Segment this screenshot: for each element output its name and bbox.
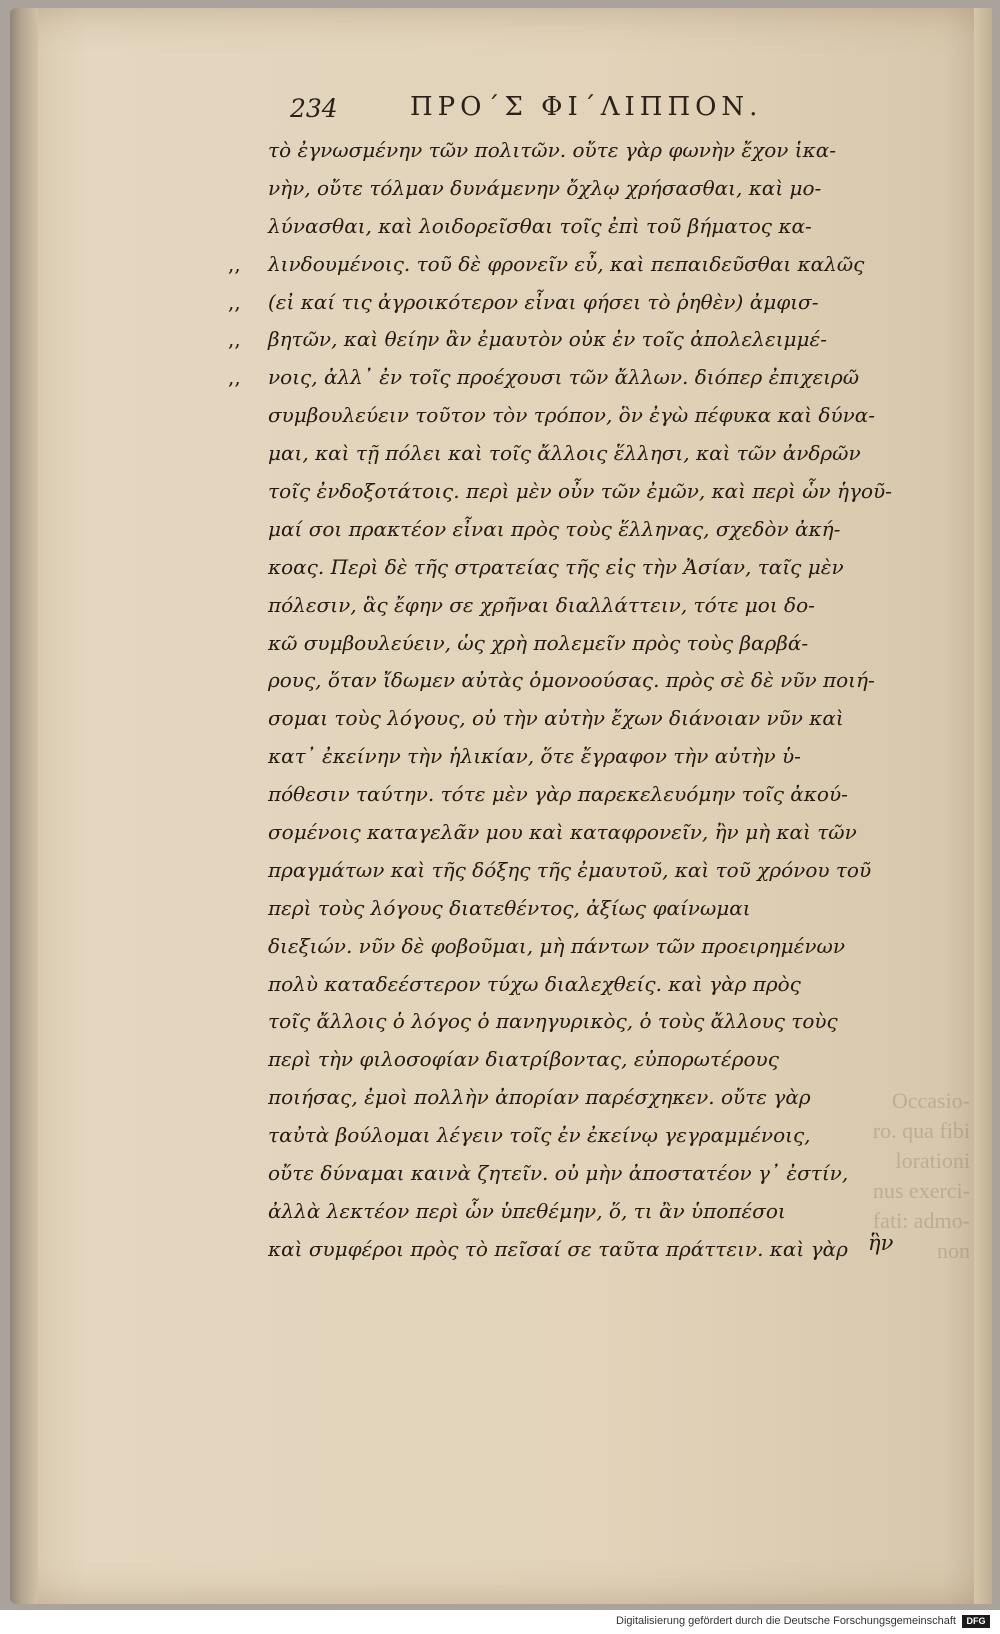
line-text: διεξιών. νῦν δὲ φοβοῦμαι, μὴ πάντων τῶν προειρημένων <box>268 933 846 958</box>
line-text: μαι, καὶ τῇ πόλει καὶ τοῖς ἄλλοις ἕλλησι, καὶ τῶν ἀνδρῶν <box>268 441 861 466</box>
text-line <box>228 321 928 359</box>
gnomic-quote-mark: ,, <box>228 327 241 352</box>
catchword: ἣν <box>868 1231 894 1255</box>
funding-note: Digitalisierung gefördert durch die Deutsche Forschungsgemeinschaft <box>616 1615 956 1627</box>
text-line <box>268 549 928 587</box>
line-text: (εἰ καί τις ἀγροικότερον εἶναι φήσει τὸ ῥηθὲν) ἀμφισ- <box>268 289 819 314</box>
line-text: νοις, ἀλλ᾽ ἐν τοῖς προέχουσι τῶν ἄλλων. διόπερ ἐπιχειρῶ <box>268 365 860 390</box>
greek-text-block <box>228 132 928 1269</box>
text-line <box>268 1041 928 1079</box>
text-line <box>268 587 928 625</box>
page-number: 234 <box>290 94 338 123</box>
text-line <box>268 435 928 473</box>
text-line <box>268 700 928 738</box>
line-text: τοῖς ἐνδοξοτάτοις. περὶ μὲν οὖν τῶν ἐμῶν, καὶ περὶ ὧν ἡγοῦ- <box>268 479 892 504</box>
line-text: ποιήσας, ἐμοὶ πολλὴν ἀπορίαν παρέσχηκεν. οὔτε γὰρ <box>268 1085 811 1110</box>
line-text: σομαι τοὺς λόγους, οὐ τὴν αὐτὴν ἔχων διάνοιαν νῦν καὶ <box>268 706 844 731</box>
text-line <box>268 966 928 1004</box>
line-text: κοας. Περὶ δὲ τῆς στρατείας τῆς εἰς τὴν Ἀσίαν, ταῖς μὲν <box>268 554 844 579</box>
line-text: μαί σοι πρακτέον εἶναι πρὸς τοὺς ἕλληνας, σχεδὸν ἀκή- <box>268 516 841 541</box>
text-line <box>268 511 928 549</box>
text-line <box>268 170 928 208</box>
line-text: καὶ συμφέροι πρὸς τὸ πεῖσαί σε ταῦτα πράττειν. καὶ γὰρ <box>268 1236 848 1261</box>
line-text: πραγμάτων καὶ τῆς δόξης τῆς ἐμαυτοῦ, καὶ τοῦ χρόνου τοῦ <box>268 857 872 882</box>
text-line <box>268 1231 928 1269</box>
line-text: συμβουλεύειν τοῦτον τὸν τρόπον, ὃν ἐγὼ πέφυκα καὶ δύνα- <box>268 403 876 428</box>
text-line <box>268 473 928 511</box>
text-line <box>268 852 928 890</box>
running-title: ΠΡΟ΄Σ ΦΙ΄ΛΙΠΠΟΝ. <box>410 92 763 122</box>
line-text: πολὺ καταδεέστερον τύχω διαλεχθείς. καὶ γὰρ πρὸς <box>268 971 801 996</box>
line-text: σομένοις καταγελᾶν μου καὶ καταφρονεῖν, ἢν μὴ καὶ τῶν <box>268 820 857 845</box>
text-line <box>268 1079 928 1117</box>
page-fore-edge <box>974 8 992 1604</box>
line-text: βητῶν, καὶ θείην ἂν ἐμαυτὸν οὐκ ἐν τοῖς ἀπολελειμμέ- <box>268 327 828 352</box>
text-line <box>268 738 928 776</box>
paper-leaf <box>10 8 992 1604</box>
line-text: νὴν, οὔτε τόλμαν δυνάμενην ὄχλῳ χρήσασθαι, καὶ μο- <box>268 175 822 200</box>
text-line <box>228 359 928 397</box>
line-text: κῶ συμβουλεύειν, ὡς χρὴ πολεμεῖν πρὸς τοὺς βαρβά- <box>268 630 809 655</box>
dfg-logo-icon: DFG <box>962 1615 990 1628</box>
bleed-through-marginalia: Occasio- ro. qua fibi lorationi nus exerci- fati: admo- non <box>872 1088 970 1263</box>
text-line <box>228 284 928 322</box>
text-line <box>268 928 928 966</box>
text-line <box>268 1003 928 1041</box>
gnomic-quote-mark: ,, <box>228 365 241 390</box>
line-text: τὸ ἐγνωσμένην τῶν πολιτῶν. οὔτε γὰρ φωνὴν ἔχον ἱκα- <box>268 138 837 162</box>
text-line <box>268 776 928 814</box>
text-line <box>268 1155 928 1193</box>
text-line <box>268 1117 928 1155</box>
line-text: πόθεσιν ταύτην. τότε μὲν γὰρ παρεκελευόμην τοῖς ἀκού- <box>268 782 848 807</box>
page-header <box>290 92 810 132</box>
line-text: κατ᾽ ἐκείνην τὴν ἡλικίαν, ὅτε ἔγραφον τὴν αὐτὴν ὑ- <box>268 744 801 769</box>
line-text: ρους, ὅταν ἴδωμεν αὐτὰς ὁμονοούσας. πρὸς σὲ δὲ νῦν ποιή- <box>268 668 875 693</box>
text-line <box>268 208 928 246</box>
line-text: ταὐτὰ βούλομαι λέγειν τοῖς ἐν ἐκείνῳ γεγραμμένοις, <box>268 1123 811 1148</box>
line-text: περὶ τὴν φιλοσοφίαν διατρίβοντας, εὐπορωτέρους <box>268 1047 779 1072</box>
text-line <box>268 625 928 663</box>
text-line <box>228 246 928 284</box>
book-spine-edge <box>10 8 38 1604</box>
text-line <box>268 397 928 435</box>
line-text: οὔτε δύναμαι καινὰ ζητεῖν. οὐ μὴν ἀποστατέον γ᾽ ἐστίν, <box>268 1161 849 1186</box>
digitization-footer <box>0 1610 1000 1634</box>
gnomic-quote-mark: ,, <box>228 251 241 276</box>
line-text: περὶ τοὺς λόγους διατεθέντος, ἀξίως φαίνωμαι <box>268 895 751 920</box>
text-line <box>268 662 928 700</box>
line-text: τοῖς ἄλλοις ὁ λόγος ὁ πανηγυρικὸς, ὁ τοὺς ἄλλους τοὺς <box>268 1009 838 1034</box>
text-line <box>268 814 928 852</box>
line-text: ἀλλὰ λεκτέον περὶ ὧν ὑπεθέμην, ὅ, τι ἂν ὑποπέσοι <box>268 1198 786 1223</box>
gnomic-quote-mark: ,, <box>228 289 241 314</box>
text-line <box>268 890 928 928</box>
line-text: πόλεσιν, ἃς ἔφην σε χρῆναι διαλλάττειν, τότε μοι δο- <box>268 592 815 617</box>
text-line <box>268 132 928 170</box>
line-text: λύνασθαι, καὶ λοιδορεῖσθαι τοῖς ἐπὶ τοῦ βήματος κα- <box>268 213 812 238</box>
line-text: λινδουμένοις. τοῦ δὲ φρονεῖν εὖ, καὶ πεπαιδεῦσθαι καλῶς <box>268 251 865 276</box>
text-line <box>268 1193 928 1231</box>
